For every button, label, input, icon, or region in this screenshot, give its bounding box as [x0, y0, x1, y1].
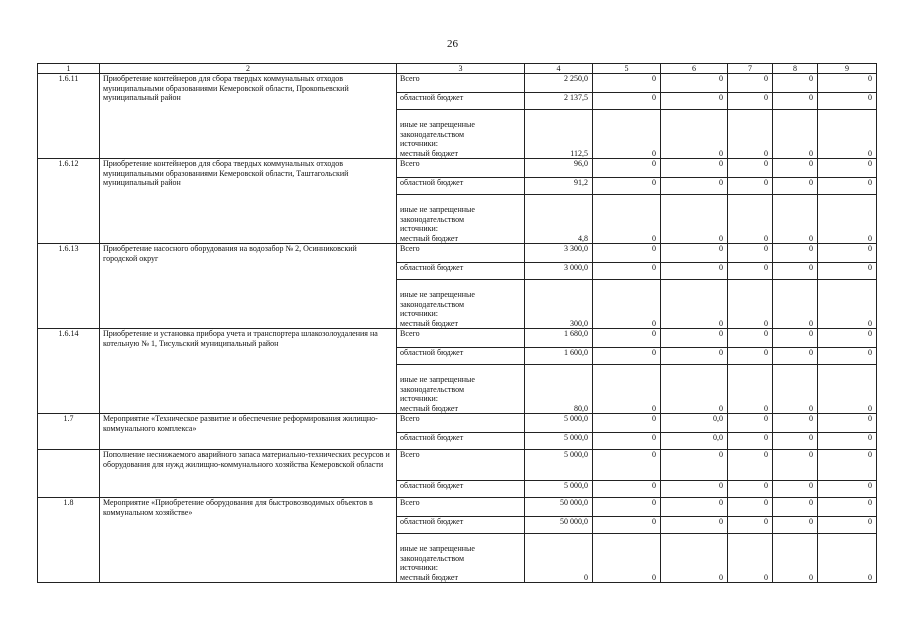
amount-cell: 1 600,0	[525, 348, 593, 365]
page-number: 26	[447, 38, 458, 50]
amount-cell: 0	[661, 195, 728, 244]
amount-cell: 0	[818, 450, 877, 481]
amount-cell: 0	[593, 365, 661, 414]
row-number	[38, 450, 100, 498]
amount-cell: 5 000,0	[525, 433, 593, 450]
amount-cell: 0	[818, 93, 877, 110]
row-number: 1.7	[38, 414, 100, 450]
amount-cell: 1 680,0	[525, 329, 593, 348]
amount-cell: 0	[728, 481, 773, 498]
amount-cell: 4,8	[525, 195, 593, 244]
amount-cell: 0	[661, 365, 728, 414]
amount-cell: 0	[818, 498, 877, 517]
amount-cell: 0	[661, 93, 728, 110]
amount-cell: 5 000,0	[525, 414, 593, 433]
amount-cell: 0	[525, 534, 593, 583]
amount-cell: 0	[728, 244, 773, 263]
amount-cell: 112,5	[525, 110, 593, 159]
amount-cell: 0	[661, 110, 728, 159]
amount-cell: 50 000,0	[525, 498, 593, 517]
funding-source: областной бюджет	[397, 348, 525, 365]
funding-source: иные не запрещенные законодательством источники: местный бюджет	[397, 280, 525, 329]
amount-cell: 0	[773, 498, 818, 517]
funding-source: областной бюджет	[397, 433, 525, 450]
amount-cell: 0	[593, 348, 661, 365]
amount-cell: 0	[728, 517, 773, 534]
amount-cell: 0	[593, 93, 661, 110]
column-header: 8	[773, 64, 818, 74]
amount-cell: 0	[661, 159, 728, 178]
table-row	[38, 450, 877, 481]
amount-cell: 0	[593, 414, 661, 433]
amount-cell: 0	[818, 433, 877, 450]
amount-cell: 0	[661, 534, 728, 583]
table-header-row	[38, 64, 877, 74]
table-row	[38, 414, 877, 433]
amount-cell: 0	[773, 329, 818, 348]
amount-cell: 0	[773, 263, 818, 280]
amount-cell: 0	[818, 534, 877, 583]
amount-cell: 0	[661, 244, 728, 263]
table-row	[38, 329, 877, 348]
row-number: 1.6.11	[38, 74, 100, 159]
amount-cell: 0	[773, 517, 818, 534]
amount-cell: 0	[593, 433, 661, 450]
amount-cell: 0	[728, 110, 773, 159]
amount-cell: 0	[818, 414, 877, 433]
funding-source: иные не запрещенные законодательством источники: местный бюджет	[397, 365, 525, 414]
amount-cell: 2 137,5	[525, 93, 593, 110]
amount-cell: 0	[818, 365, 877, 414]
amount-cell: 0	[773, 280, 818, 329]
row-number: 1.6.12	[38, 159, 100, 244]
column-header: 9	[818, 64, 877, 74]
amount-cell: 0	[593, 517, 661, 534]
amount-cell: 0	[773, 244, 818, 263]
table-row	[38, 159, 877, 178]
amount-cell: 0	[728, 365, 773, 414]
amount-cell: 0	[773, 74, 818, 93]
amount-cell: 0	[593, 195, 661, 244]
amount-cell: 0	[661, 74, 728, 93]
amount-cell: 0	[773, 195, 818, 244]
column-header: 7	[728, 64, 773, 74]
funding-source: Всего	[397, 159, 525, 178]
amount-cell: 0	[593, 498, 661, 517]
amount-cell: 300,0	[525, 280, 593, 329]
amount-cell: 50 000,0	[525, 517, 593, 534]
amount-cell: 0	[818, 280, 877, 329]
funding-source: Всего	[397, 498, 525, 517]
amount-cell: 0	[773, 365, 818, 414]
funding-source: иные не запрещенные законодательством источники: местный бюджет	[397, 195, 525, 244]
activity-title: Приобретение насосного оборудования на водозабор № 2, Осинниковский городской округ	[100, 244, 397, 329]
column-header: 3	[397, 64, 525, 74]
amount-cell: 0	[818, 481, 877, 498]
amount-cell: 0	[728, 450, 773, 481]
amount-cell: 0	[661, 517, 728, 534]
activity-title: Приобретение контейнеров для сбора твердых коммунальных отходов муниципальными образованиями Кемеровской области, Таштагольский муниципальный район	[100, 159, 397, 244]
amount-cell: 0	[773, 450, 818, 481]
amount-cell: 0	[728, 159, 773, 178]
column-header: 6	[661, 64, 728, 74]
funding-source: областной бюджет	[397, 481, 525, 498]
amount-cell: 0	[773, 159, 818, 178]
funding-source: областной бюджет	[397, 263, 525, 280]
amount-cell: 0	[773, 433, 818, 450]
amount-cell: 3 300,0	[525, 244, 593, 263]
row-number: 1.6.13	[38, 244, 100, 329]
amount-cell: 3 000,0	[525, 263, 593, 280]
amount-cell: 0	[728, 534, 773, 583]
amount-cell: 0	[593, 244, 661, 263]
amount-cell: 0	[818, 244, 877, 263]
amount-cell: 0	[728, 414, 773, 433]
activity-title: Мероприятие «Техническое развитие и обеспечение реформирования жилищно-коммунального комплекса»	[100, 414, 397, 450]
column-header: 1	[38, 64, 100, 74]
amount-cell: 0	[661, 329, 728, 348]
funding-source: областной бюджет	[397, 517, 525, 534]
amount-cell: 2 250,0	[525, 74, 593, 93]
amount-cell: 0	[818, 74, 877, 93]
amount-cell: 0	[773, 93, 818, 110]
funding-source: областной бюджет	[397, 93, 525, 110]
amount-cell: 0	[728, 178, 773, 195]
amount-cell: 0	[661, 178, 728, 195]
funding-source: Всего	[397, 414, 525, 433]
activity-title: Мероприятие «Приобретение оборудования для быстровозводимых объектов в коммунальном хозяйстве»	[100, 498, 397, 583]
amount-cell: 0	[728, 433, 773, 450]
funding-source: Всего	[397, 244, 525, 263]
amount-cell: 0,0	[661, 433, 728, 450]
amount-cell: 0,0	[661, 414, 728, 433]
funding-source: Всего	[397, 450, 525, 481]
funding-source: иные не запрещенные законодательством источники: местный бюджет	[397, 534, 525, 583]
table-row	[38, 498, 877, 517]
amount-cell: 0	[593, 534, 661, 583]
table-row	[38, 74, 877, 93]
funding-source: Всего	[397, 74, 525, 93]
amount-cell: 5 000,0	[525, 450, 593, 481]
column-header: 2	[100, 64, 397, 74]
amount-cell: 96,0	[525, 159, 593, 178]
amount-cell: 0	[593, 481, 661, 498]
amount-cell: 0	[728, 263, 773, 280]
table-row	[38, 244, 877, 263]
row-number: 1.8	[38, 498, 100, 583]
amount-cell: 0	[593, 450, 661, 481]
amount-cell: 0	[593, 263, 661, 280]
column-header: 5	[593, 64, 661, 74]
budget-table	[37, 63, 877, 583]
amount-cell: 0	[728, 498, 773, 517]
amount-cell: 0	[773, 348, 818, 365]
amount-cell: 0	[818, 195, 877, 244]
amount-cell: 0	[661, 481, 728, 498]
amount-cell: 91,2	[525, 178, 593, 195]
amount-cell: 0	[773, 534, 818, 583]
amount-cell: 0	[728, 348, 773, 365]
amount-cell: 0	[728, 195, 773, 244]
amount-cell: 0	[593, 74, 661, 93]
amount-cell: 0	[728, 74, 773, 93]
activity-title: Приобретение и установка прибора учета и транспортера шлакозолоудаления на котельную № 1, Тисульский муниципальный район	[100, 329, 397, 414]
amount-cell: 0	[661, 263, 728, 280]
amount-cell: 80,0	[525, 365, 593, 414]
funding-source: областной бюджет	[397, 178, 525, 195]
amount-cell: 0	[818, 159, 877, 178]
activity-title: Пополнение неснижаемого аварийного запаса материально-технических ресурсов и оборудования для нужд жилищно-коммунального хозяйства Кемеровской области	[100, 450, 397, 498]
amount-cell: 0	[593, 280, 661, 329]
amount-cell: 0	[818, 178, 877, 195]
amount-cell: 0	[773, 110, 818, 159]
amount-cell: 0	[661, 348, 728, 365]
amount-cell: 0	[593, 178, 661, 195]
funding-source: иные не запрещенные законодательством источники: местный бюджет	[397, 110, 525, 159]
amount-cell: 0	[818, 348, 877, 365]
amount-cell: 0	[661, 498, 728, 517]
row-number: 1.6.14	[38, 329, 100, 414]
amount-cell: 0	[818, 329, 877, 348]
amount-cell: 0	[773, 178, 818, 195]
amount-cell: 0	[593, 159, 661, 178]
funding-source: Всего	[397, 329, 525, 348]
activity-title: Приобретение контейнеров для сбора твердых коммунальных отходов муниципальными образованиями Кемеровской области, Прокопьевский муниципальный район	[100, 74, 397, 159]
amount-cell: 0	[773, 414, 818, 433]
amount-cell: 0	[661, 280, 728, 329]
amount-cell: 5 000,0	[525, 481, 593, 498]
column-header: 4	[525, 64, 593, 74]
amount-cell: 0	[593, 110, 661, 159]
amount-cell: 0	[593, 329, 661, 348]
amount-cell: 0	[818, 263, 877, 280]
amount-cell: 0	[728, 93, 773, 110]
amount-cell: 0	[728, 329, 773, 348]
amount-cell: 0	[773, 481, 818, 498]
amount-cell: 0	[818, 517, 877, 534]
amount-cell: 0	[818, 110, 877, 159]
amount-cell: 0	[661, 450, 728, 481]
amount-cell: 0	[728, 280, 773, 329]
